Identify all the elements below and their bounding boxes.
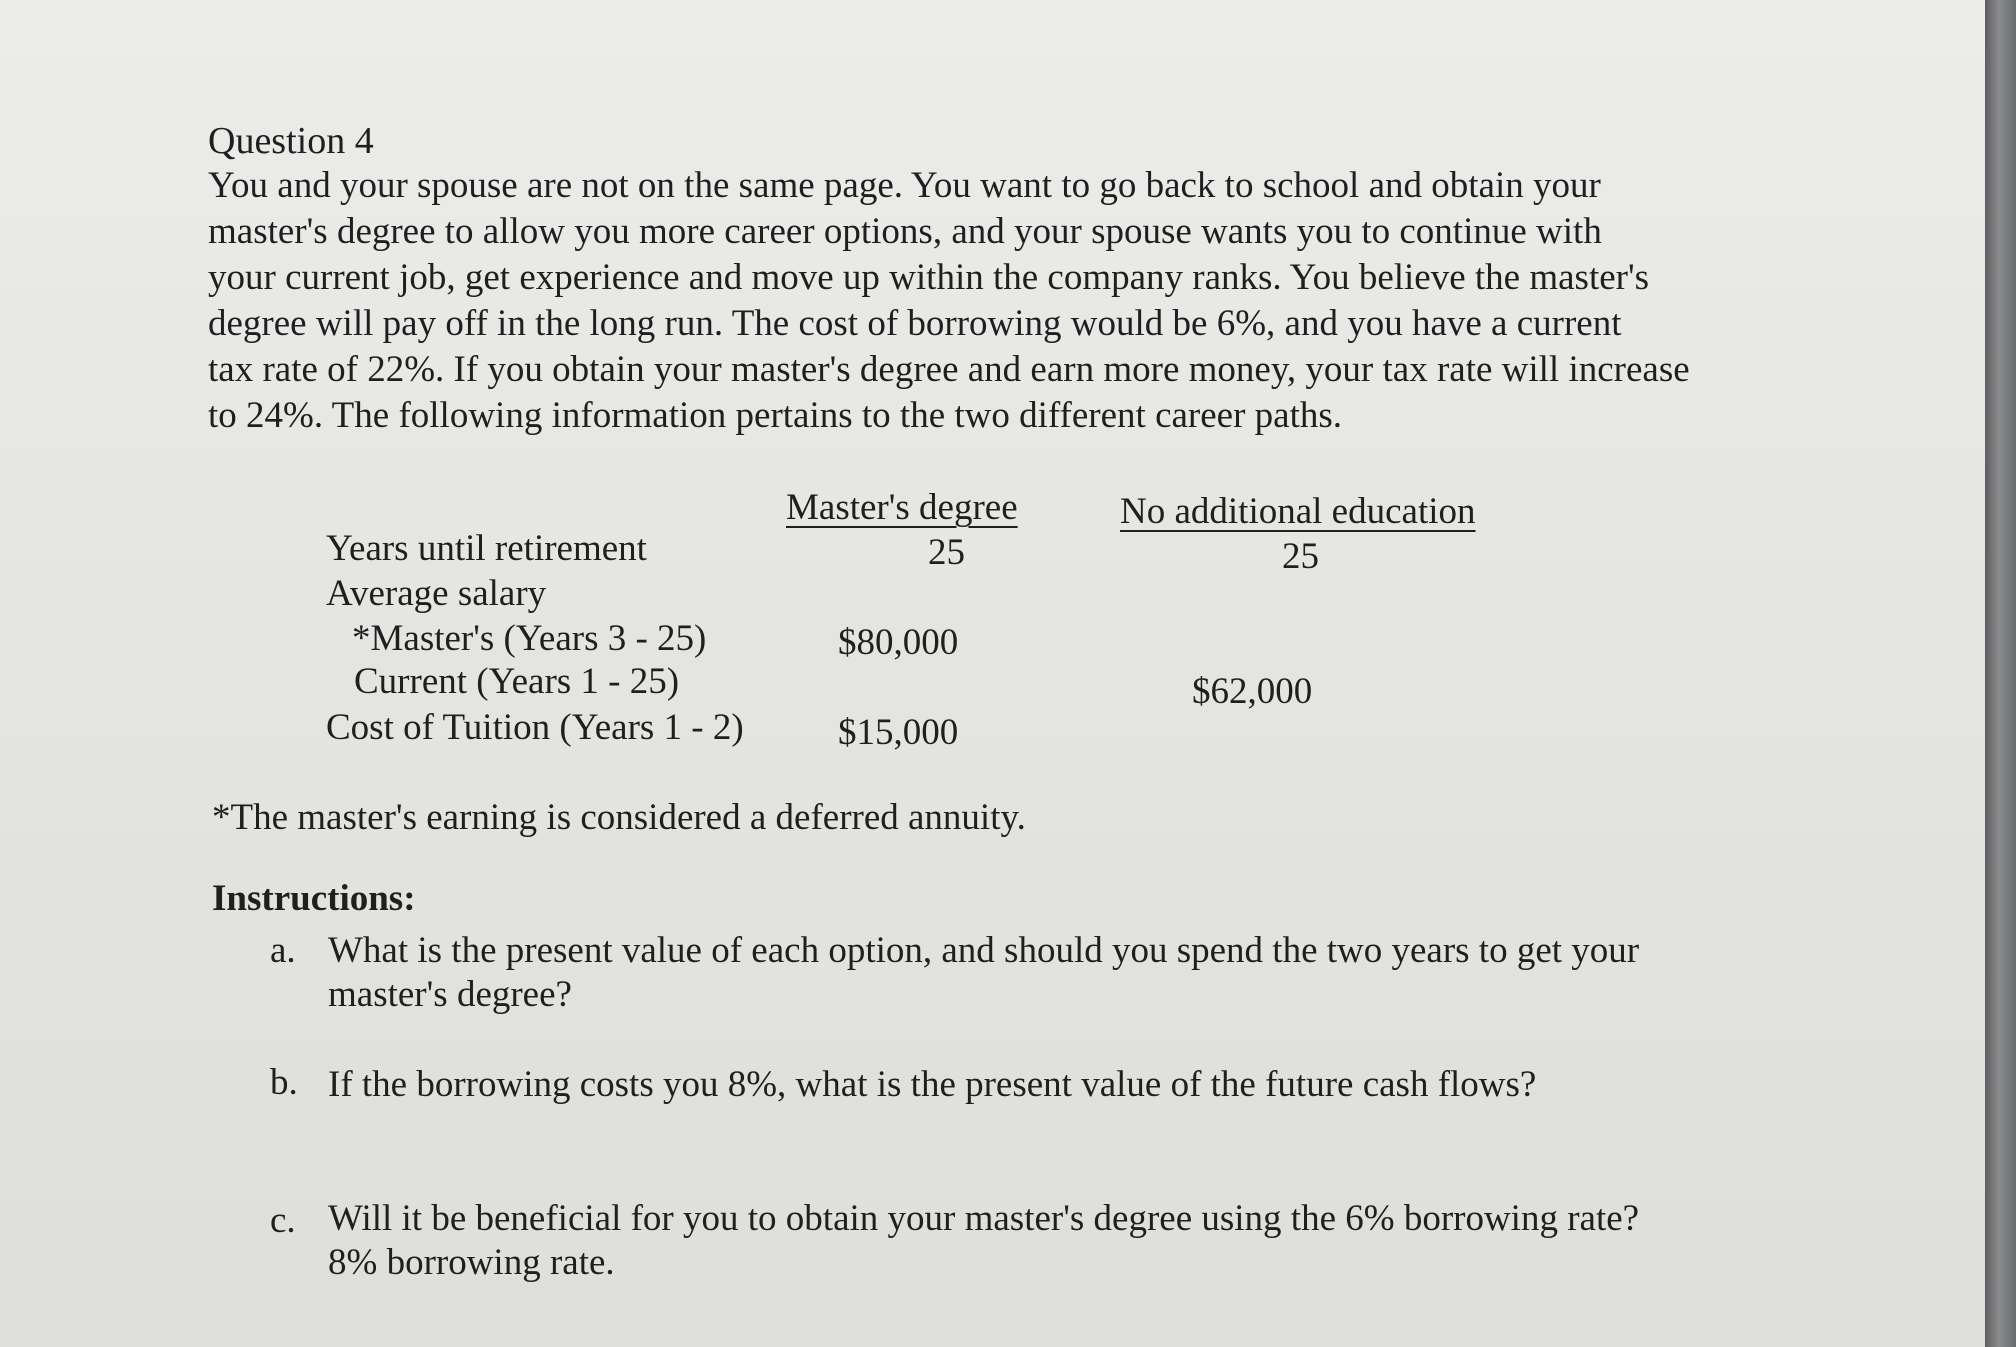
instructions-heading: Instructions: xyxy=(212,878,416,919)
instruction-marker-a: a. xyxy=(270,930,296,971)
value-masters-years: 25 xyxy=(928,532,965,573)
column-header-masters: Master's degree xyxy=(786,487,1018,528)
footnote: *The master's earning is considered a deferred annuity. xyxy=(212,797,1026,838)
row-label-masters-salary: *Master's (Years 3 - 25) xyxy=(352,618,707,659)
paragraph-line-6: to 24%. The following information pertains to the two different career paths. xyxy=(208,395,1343,436)
paragraph-line-5: tax rate of 22%. If you obtain your master's degree and earn more money, your tax rate will increase xyxy=(208,349,1690,390)
instruction-a-line-2: master's degree? xyxy=(328,974,572,1015)
instruction-b-line-1: If the borrowing costs you 8%, what is the present value of the future cash flows? xyxy=(328,1064,1537,1105)
paragraph-line-3: your current job, get experience and move up within the company ranks. You believe the master's xyxy=(208,257,1650,298)
value-masters-salary: $80,000 xyxy=(838,622,959,663)
row-label-average-salary: Average salary xyxy=(326,573,547,614)
value-current-salary: $62,000 xyxy=(1192,671,1313,712)
paragraph-line-4: degree will pay off in the long run. The cost of borrowing would be 6%, and you have a current xyxy=(208,303,1622,344)
row-label-years-until-retirement: Years until retirement xyxy=(326,528,647,569)
row-label-cost-of-tuition: Cost of Tuition (Years 1 - 2) xyxy=(326,707,744,748)
row-label-current-salary: Current (Years 1 - 25) xyxy=(354,661,680,702)
question-title: Question 4 xyxy=(208,120,374,162)
value-no-education-years: 25 xyxy=(1282,536,1319,577)
paragraph-line-2: master's degree to allow you more career options, and your spouse wants you to continue with xyxy=(208,211,1602,252)
instruction-marker-c: c. xyxy=(270,1200,296,1241)
instruction-marker-b: b. xyxy=(270,1062,298,1103)
instruction-a-line-1: What is the present value of each option, and should you spend the two years to get your xyxy=(328,930,1640,971)
value-cost-of-tuition: $15,000 xyxy=(838,712,959,753)
column-header-no-education: No additional education xyxy=(1120,491,1476,532)
page-edge-shadow xyxy=(1985,0,2016,1347)
instruction-c-line-1: Will it be beneficial for you to obtain your master's degree using the 6% borrowing rate? xyxy=(328,1198,1640,1239)
paragraph-line-1: You and your spouse are not on the same page. You want to go back to school and obtain your xyxy=(208,165,1601,206)
instruction-c-line-2: 8% borrowing rate. xyxy=(328,1242,615,1283)
